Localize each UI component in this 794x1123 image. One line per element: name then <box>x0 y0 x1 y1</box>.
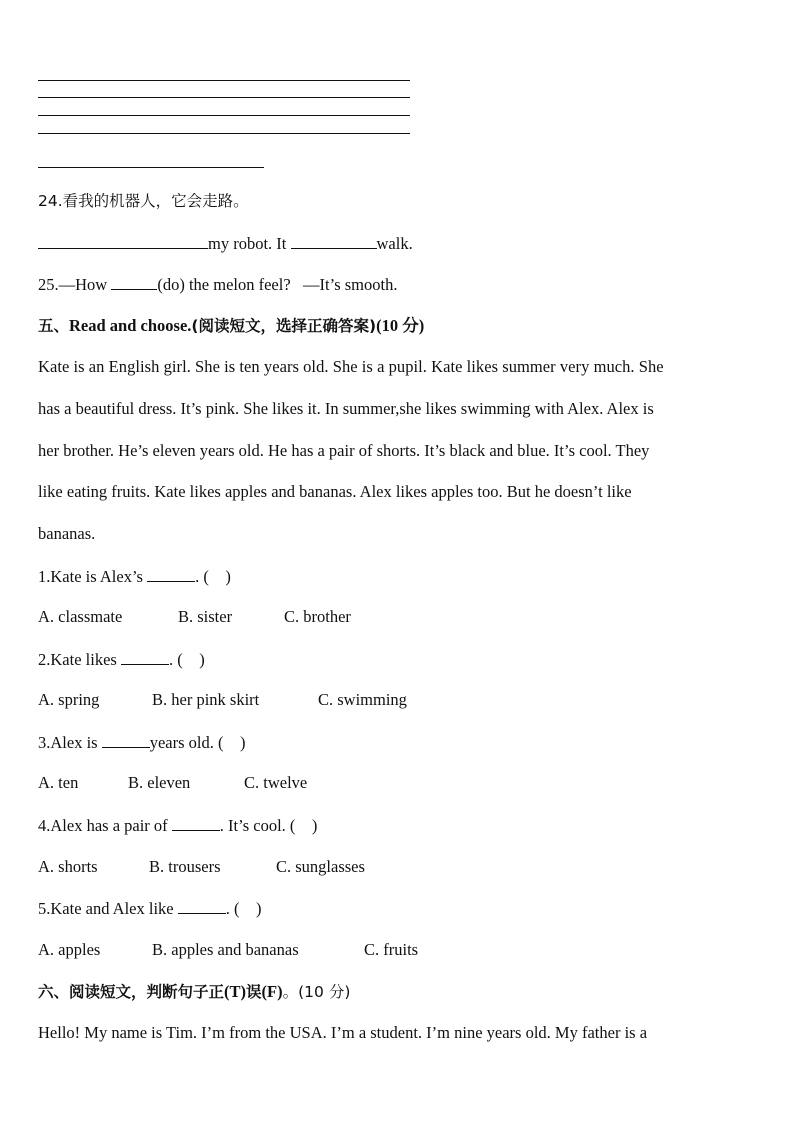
question-stem-end: . It’s cool. ( <box>219 816 296 835</box>
passage-line: has a beautiful dress. It’s pink. She likes it. In summer,she likes swimming with Alex. Alex is <box>38 399 654 418</box>
question-stem-end: . ( <box>225 899 240 918</box>
fill-blank[interactable] <box>38 233 208 249</box>
passage-line: her brother. He’s eleven years old. He has a pair of shorts. It’s black and blue. It’s cool. They <box>38 441 650 460</box>
option-b[interactable]: B. eleven <box>128 773 191 792</box>
section-5-heading <box>38 316 424 336</box>
question-stem: 3.Alex is <box>38 733 98 752</box>
fill-blank[interactable] <box>102 732 150 748</box>
answer-paren-close: ) <box>199 650 205 669</box>
option-c[interactable]: C. swimming <box>318 690 407 709</box>
fill-blank[interactable] <box>172 815 220 831</box>
question-stem: 4.Alex has a pair of <box>38 816 168 835</box>
question-stem-end: years old. ( <box>149 733 224 752</box>
question-stem-end: . ( <box>168 650 183 669</box>
fill-blank[interactable] <box>147 566 195 582</box>
section-6-instruction-2: 误 <box>246 983 262 1001</box>
question-stem: 1.Kate is Alex’s <box>38 567 143 586</box>
fill-blank[interactable] <box>291 233 377 249</box>
section-5-number: 五、 <box>38 317 70 335</box>
q24-text-2: walk. <box>376 234 413 253</box>
section-6-number: 六、 <box>38 983 70 1001</box>
options-row <box>38 773 307 793</box>
options-row <box>38 940 418 960</box>
question-stem: 2.Kate likes <box>38 650 117 669</box>
option-b[interactable]: B. trousers <box>149 857 221 876</box>
question-25 <box>38 274 397 295</box>
option-b[interactable]: B. sister <box>178 607 233 626</box>
choice-question-5 <box>38 898 262 919</box>
question-24-answer-line <box>38 233 413 254</box>
answer-line <box>38 167 264 168</box>
passage-line: bananas. <box>38 524 96 543</box>
section-6-score: 。(10 分) <box>282 983 351 1001</box>
q25-dash: —How <box>58 275 108 294</box>
passage-line: Kate is an English girl. She is ten years old. She is a pupil. Kate likes summer very much. She <box>38 357 664 376</box>
options-row <box>38 857 365 877</box>
section-6-false-marker: (F) <box>261 982 283 1001</box>
option-a[interactable]: A. spring <box>38 690 100 709</box>
answer-paren-close: ) <box>311 816 318 835</box>
option-a[interactable]: A. classmate <box>38 607 123 626</box>
option-b[interactable]: B. apples and bananas <box>152 940 299 959</box>
section-6-heading <box>38 982 350 1002</box>
option-a[interactable]: A. ten <box>38 773 79 792</box>
section-6-true-marker: (T) <box>224 982 247 1001</box>
question-stem-end: . ( <box>195 567 209 586</box>
choice-question-1 <box>38 566 231 587</box>
option-a[interactable]: A. shorts <box>38 857 98 876</box>
option-c[interactable]: C. twelve <box>244 773 308 792</box>
choice-question-2 <box>38 649 205 670</box>
passage-line: like eating fruits. Kate likes apples and bananas. Alex likes apples too. But he doesn’t like <box>38 482 632 501</box>
choice-question-4 <box>38 815 317 836</box>
section-6-instruction: 阅读短文，判断句子正 <box>69 983 225 1001</box>
answer-paren-close: ) <box>240 733 246 752</box>
answer-line <box>38 97 410 98</box>
q25-answer: —It’s smooth. <box>303 275 398 294</box>
answer-line <box>38 80 410 81</box>
q25-number: 25. <box>38 275 59 294</box>
fill-blank[interactable] <box>178 898 226 914</box>
option-c[interactable]: C. brother <box>284 607 351 626</box>
fill-blank[interactable] <box>111 274 157 290</box>
option-a[interactable]: A. apples <box>38 940 101 959</box>
answer-paren-close: ) <box>256 899 262 918</box>
choice-question-3 <box>38 732 246 753</box>
options-row <box>38 607 351 627</box>
fill-blank[interactable] <box>121 649 169 665</box>
option-c[interactable]: C. sunglasses <box>276 857 365 876</box>
section-5-score: (10 分) <box>376 316 425 335</box>
q25-text: (do) the melon feel? <box>157 275 291 294</box>
options-row <box>38 690 407 710</box>
section-5-title: Read and choose. <box>69 316 192 335</box>
answer-paren-close: ) <box>225 567 231 586</box>
answer-line <box>38 115 410 116</box>
option-c[interactable]: C. fruits <box>364 940 419 959</box>
question-24-prompt: 24.看我的机器人，它会走路。 <box>38 192 249 210</box>
option-b[interactable]: B. her pink skirt <box>152 690 260 709</box>
answer-line <box>38 133 410 134</box>
passage-line: Hello! My name is Tim. I’m from the USA. I’m a student. I’m nine years old. My father is a <box>38 1023 648 1042</box>
question-stem: 5.Kate and Alex like <box>38 899 174 918</box>
section-5-instruction: (阅读短文，选择正确答案) <box>191 317 377 335</box>
q24-text-1: my robot. It <box>208 234 287 253</box>
